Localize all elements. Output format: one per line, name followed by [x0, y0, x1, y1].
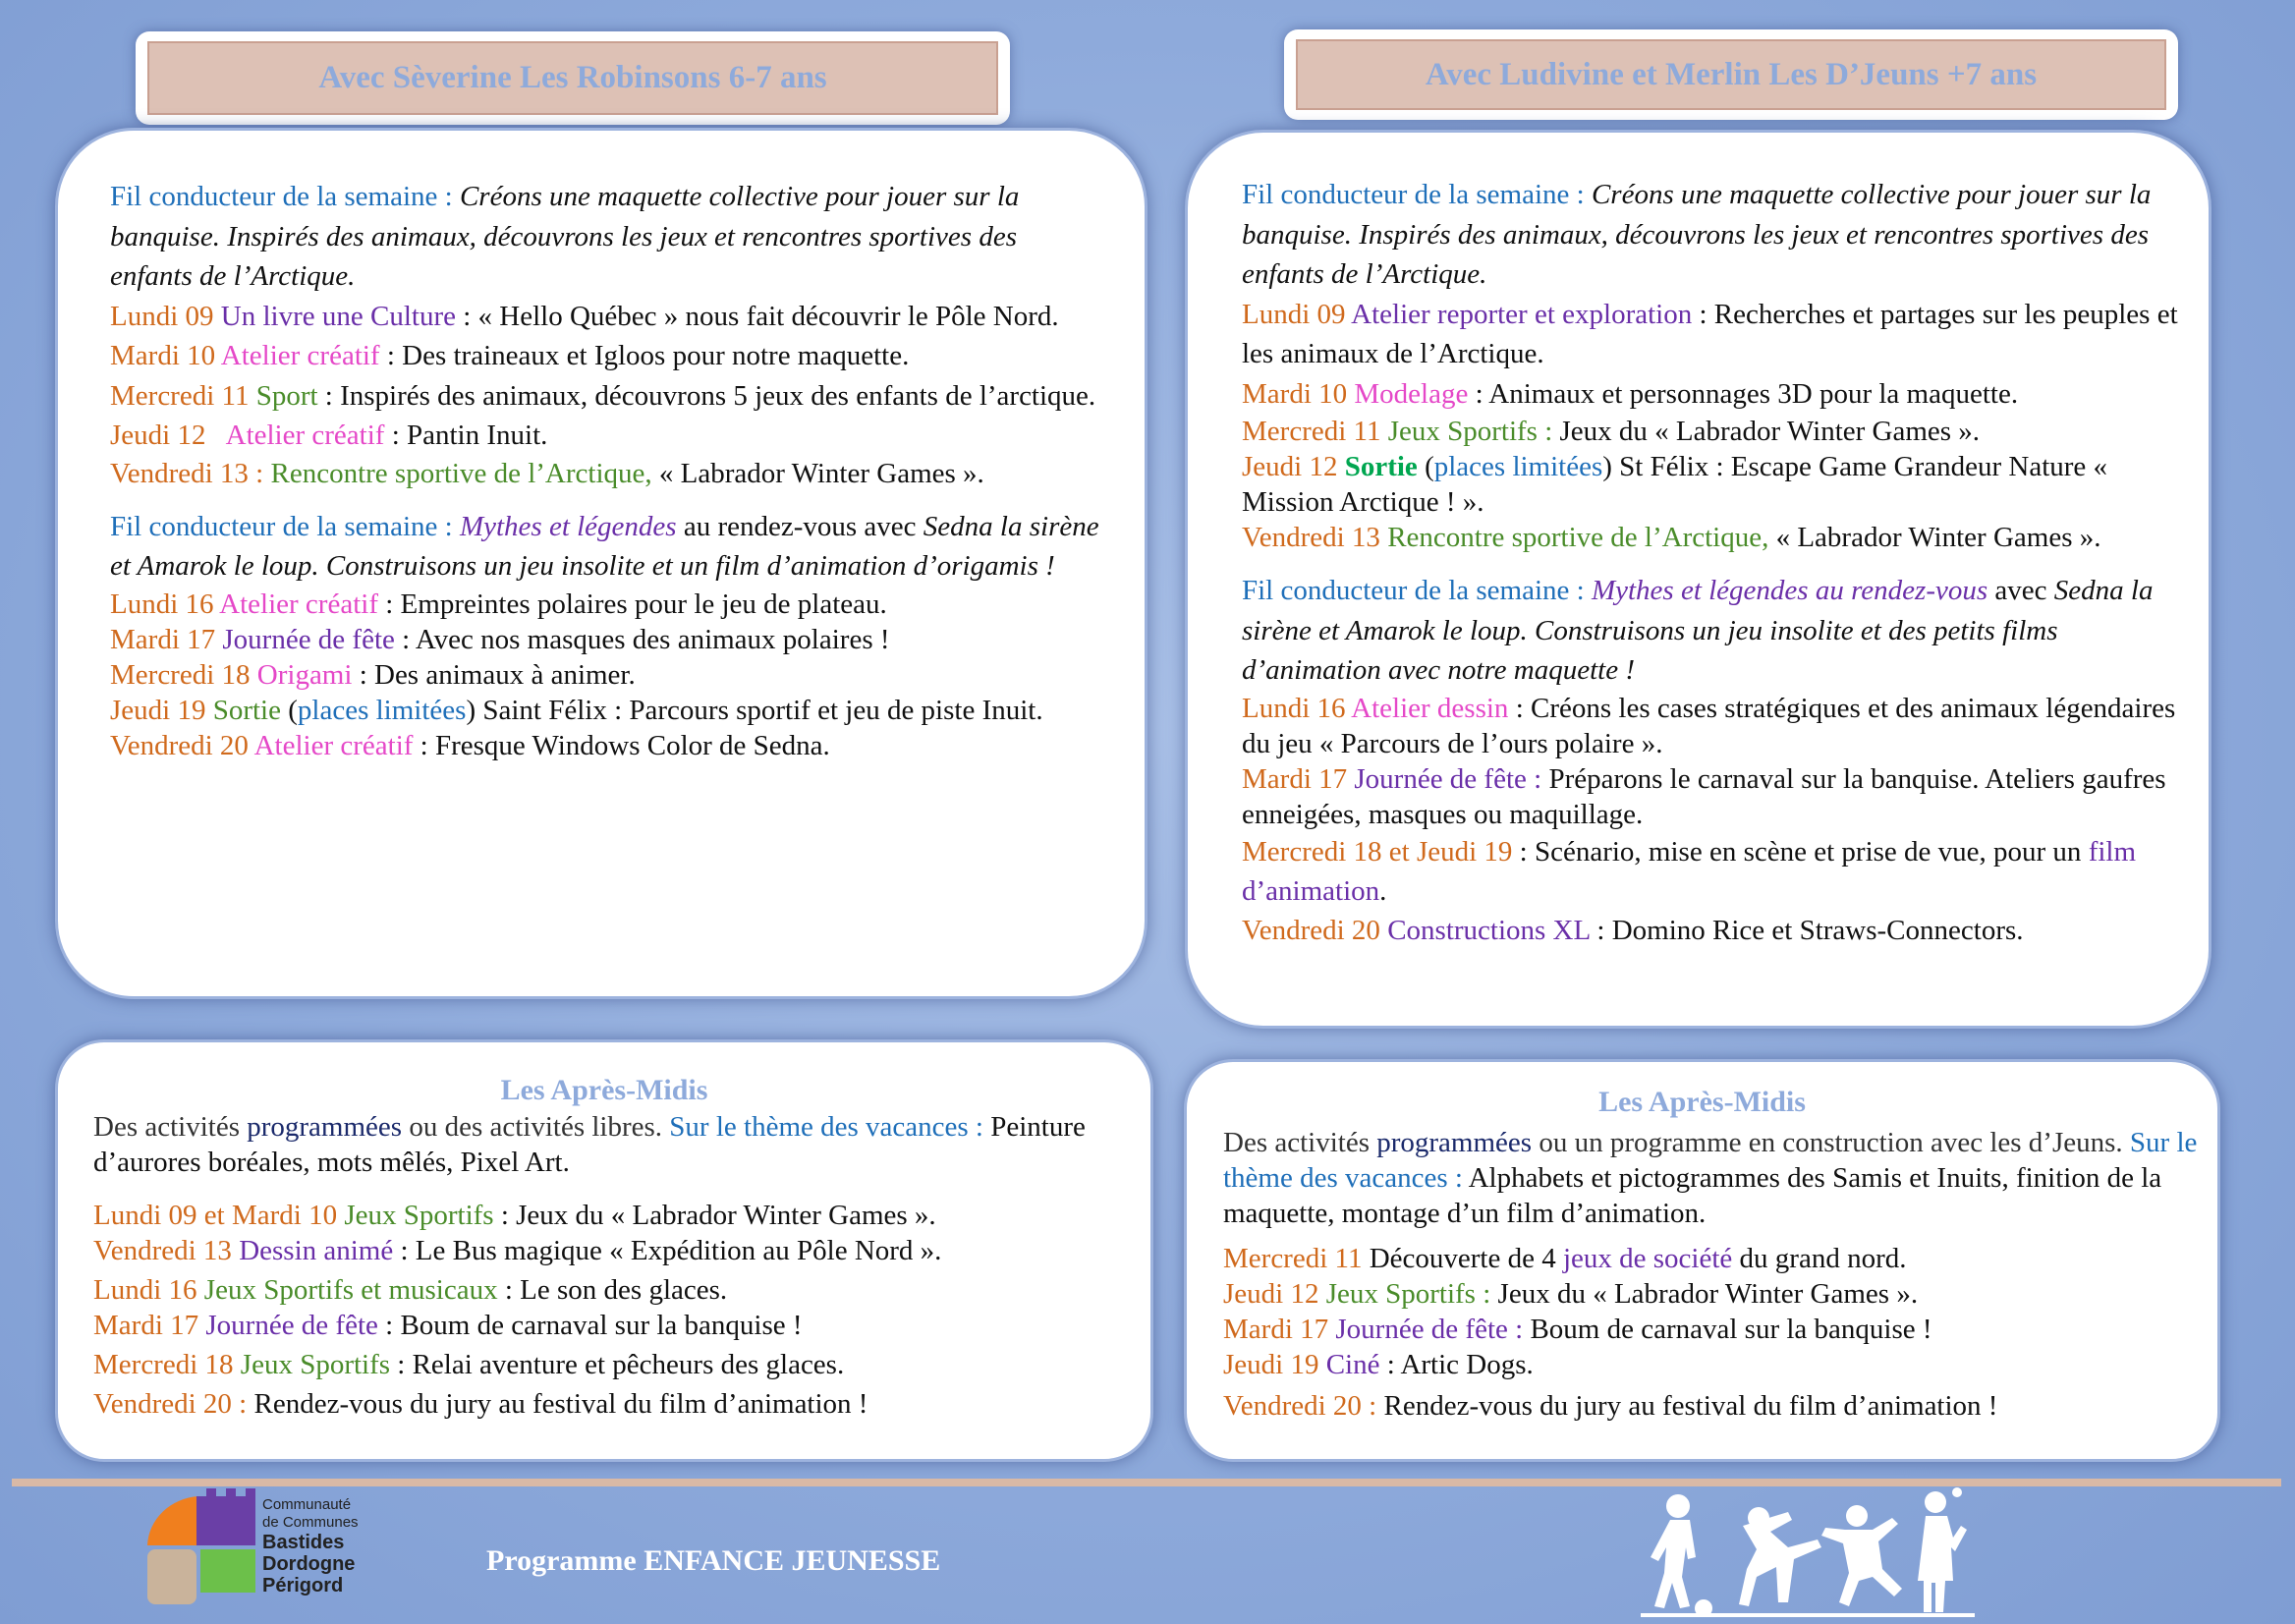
- right-afternoons-panel: [1184, 1059, 2220, 1462]
- right-program-content: [1242, 175, 2195, 950]
- left-afternoons-panel: [55, 1039, 1153, 1462]
- left-title: Avec Sèverine Les Robinsons 6-7 ans: [147, 41, 998, 115]
- logo-bold-line3: Périgord: [262, 1575, 344, 1596]
- left-afternoons-intro: Des activités programmées ou des activités libres. Sur le thème des vacances : Peinture d’aurores boréales, mots mêlés, Pixel Art.: [93, 1111, 1086, 1178]
- left-week2-theme: Fil conducteur de la semaine : Mythes et légendes au rendez-vous avec Sedna la sirène et Amarok le loup. Construisons un jeu insolite et un film d’animation d’origamis !: [110, 510, 1099, 582]
- right-week1-line5: Vendredi 13 Rencontre sportive de l’Arctique, « Labrador Winter Games ».: [1242, 522, 2101, 553]
- logo-small-line2: de Communes: [262, 1514, 359, 1531]
- right-week2-line1: Lundi 16 Atelier dessin : Créons les cases stratégiques et des animaux légendaires du jeu « Parcours de l’ours polaire ».: [1242, 692, 2176, 759]
- program-title: Programme ENFANCE JEUNESSE: [486, 1544, 941, 1577]
- left-week1-line5: Vendredi 13 : Rencontre sportive de l’Arctique, « Labrador Winter Games ».: [110, 457, 984, 489]
- left-week2-line2: Mardi 17 Journée de fête : Avec nos masques des animaux polaires !: [110, 623, 890, 655]
- right-afternoons-line1: Mercredi 11 Découverte de 4 jeux de société du grand nord.: [1223, 1243, 1907, 1274]
- right-afternoons-line4: Jeudi 19 Ciné : Artic Dogs.: [1223, 1349, 1534, 1380]
- right-title: Avec Ludivine et Merlin Les D’Jeuns +7 ans: [1296, 39, 2166, 110]
- left-week2-line1: Lundi 16 Atelier créatif : Empreintes polaires pour le jeu de plateau.: [110, 588, 887, 620]
- left-week2-line3: Mercredi 18 Origami : Des animaux à animer.: [110, 658, 636, 691]
- logo-text: [262, 1496, 359, 1596]
- right-week2-line4: Vendredi 20 Constructions XL : Domino Rice et Straws-Connectors.: [1242, 914, 2024, 946]
- left-afternoons-line6: Vendredi 20 : Rendez-vous du jury au festival du film d’animation !: [93, 1388, 868, 1420]
- left-week1-line4: Jeudi 12 Atelier créatif : Pantin Inuit.: [110, 420, 548, 451]
- left-afternoons-line1: Lundi 09 et Mardi 10 Jeux Sportifs : Jeux du « Labrador Winter Games ».: [93, 1200, 936, 1231]
- right-week2-line3: Mercredi 18 et Jeudi 19 : Scénario, mise en scène et prise de vue, pour un film d’animation.: [1242, 835, 2137, 907]
- left-week1-line2: Mardi 10 Atelier créatif : Des traineaux et Igloos pour notre maquette.: [110, 340, 910, 371]
- right-afternoons-title: Les Après-Midis: [1598, 1086, 1806, 1118]
- logo-small-line1: Communauté: [262, 1496, 352, 1513]
- left-week2-line5: Vendredi 20 Atelier créatif : Fresque Windows Color de Sedna.: [110, 729, 830, 761]
- left-afternoons-line4: Mardi 17 Journée de fête : Boum de carnaval sur la banquise !: [93, 1310, 803, 1341]
- left-afternoons-line3: Lundi 16 Jeux Sportifs et musicaux : Le son des glaces.: [93, 1274, 728, 1306]
- left-afternoons-line5: Mercredi 18 Jeux Sportifs : Relai aventure et pêcheurs des glaces.: [93, 1349, 845, 1380]
- right-afternoons-intro: Des activités programmées ou un programme en construction avec les d’Jeuns. Sur le thème des vacances : Alphabets et pictogrammes des Samis et Inuits, finition de la maquette, montage d’un film d’animation.: [1223, 1127, 2198, 1229]
- right-week1-line2: Mardi 10 Modelage : Animaux et personnages 3D pour la maquette.: [1242, 377, 2019, 410]
- right-afternoons-line3: Mardi 17 Journée de fête : Boum de carnaval sur la banquise !: [1223, 1314, 1932, 1345]
- left-afternoons-line2: Vendredi 13 Dessin animé : Le Bus magique « Expédition au Pôle Nord ».: [93, 1235, 942, 1266]
- right-afternoons-content: [1223, 1125, 2206, 1424]
- left-program-content: [110, 177, 1102, 763]
- right-week1-line1: Lundi 09 Atelier reporter et exploration : Recherches et partages sur les peuples et les animaux de l’Arctique.: [1242, 298, 2178, 369]
- children-playing-silhouettes-icon: [1641, 1479, 1975, 1621]
- right-afternoons-line5: Vendredi 20 : Rendez-vous du jury au festival du film d’animation !: [1223, 1390, 1998, 1422]
- logo-bold-line1: Bastides: [262, 1532, 345, 1553]
- right-program-panel: [1185, 130, 2211, 1029]
- logo-bold-line2: Dordogne: [262, 1553, 356, 1575]
- left-afternoons-title: Les Après-Midis: [500, 1074, 708, 1106]
- right-week1-theme: Fil conducteur de la semaine : Créons une maquette collective pour jouer sur la banquise. Inspirés des animaux, découvrons les jeux et rencontres sportives des enfants de l’Arctique.: [1242, 179, 2152, 290]
- right-week2-theme: Fil conducteur de la semaine : Mythes et légendes au rendez-vous avec Sedna la sirène et Amarok le loup. Construisons un jeu insolite et des petits films d’animation avec notre maquette !: [1242, 575, 2154, 686]
- left-week1-line1: Lundi 09 Un livre une Culture : « Hello Québec » nous fait découvrir le Pôle Nord.: [110, 300, 1059, 332]
- right-week2-line2: Mardi 17 Journée de fête : Préparons le carnaval sur la banquise. Ateliers gaufres enneigées, masques ou maquillage.: [1242, 762, 2166, 830]
- left-week1-theme: Fil conducteur de la semaine : Créons une maquette collective pour jouer sur la banquise. Inspirés des animaux, découvrons les jeux et rencontres sportives des enfants de l’Arctique.: [110, 181, 1020, 292]
- right-week1-line3: Mercredi 11 Jeux Sportifs : Jeux du « Labrador Winter Games ».: [1242, 416, 1981, 447]
- left-afternoons-content: [93, 1109, 1125, 1422]
- right-title-box: [1284, 29, 2178, 120]
- right-afternoons-line2: Jeudi 12 Jeux Sportifs : Jeux du « Labrador Winter Games ».: [1223, 1278, 1919, 1310]
- left-program-panel: [55, 128, 1148, 999]
- left-week1-line3: Mercredi 11 Sport : Inspirés des animaux, découvrons 5 jeux des enfants de l’arctique.: [110, 379, 1096, 412]
- left-title-box: [136, 31, 1010, 125]
- right-week1-line4: Jeudi 12 Sortie (places limitées) St Félix : Escape Game Grandeur Nature « Mission Arctique ! ».: [1242, 451, 2108, 518]
- left-week2-line4: Jeudi 19 Sortie (places limitées) Saint Félix : Parcours sportif et jeu de piste Inuit.: [110, 694, 1043, 726]
